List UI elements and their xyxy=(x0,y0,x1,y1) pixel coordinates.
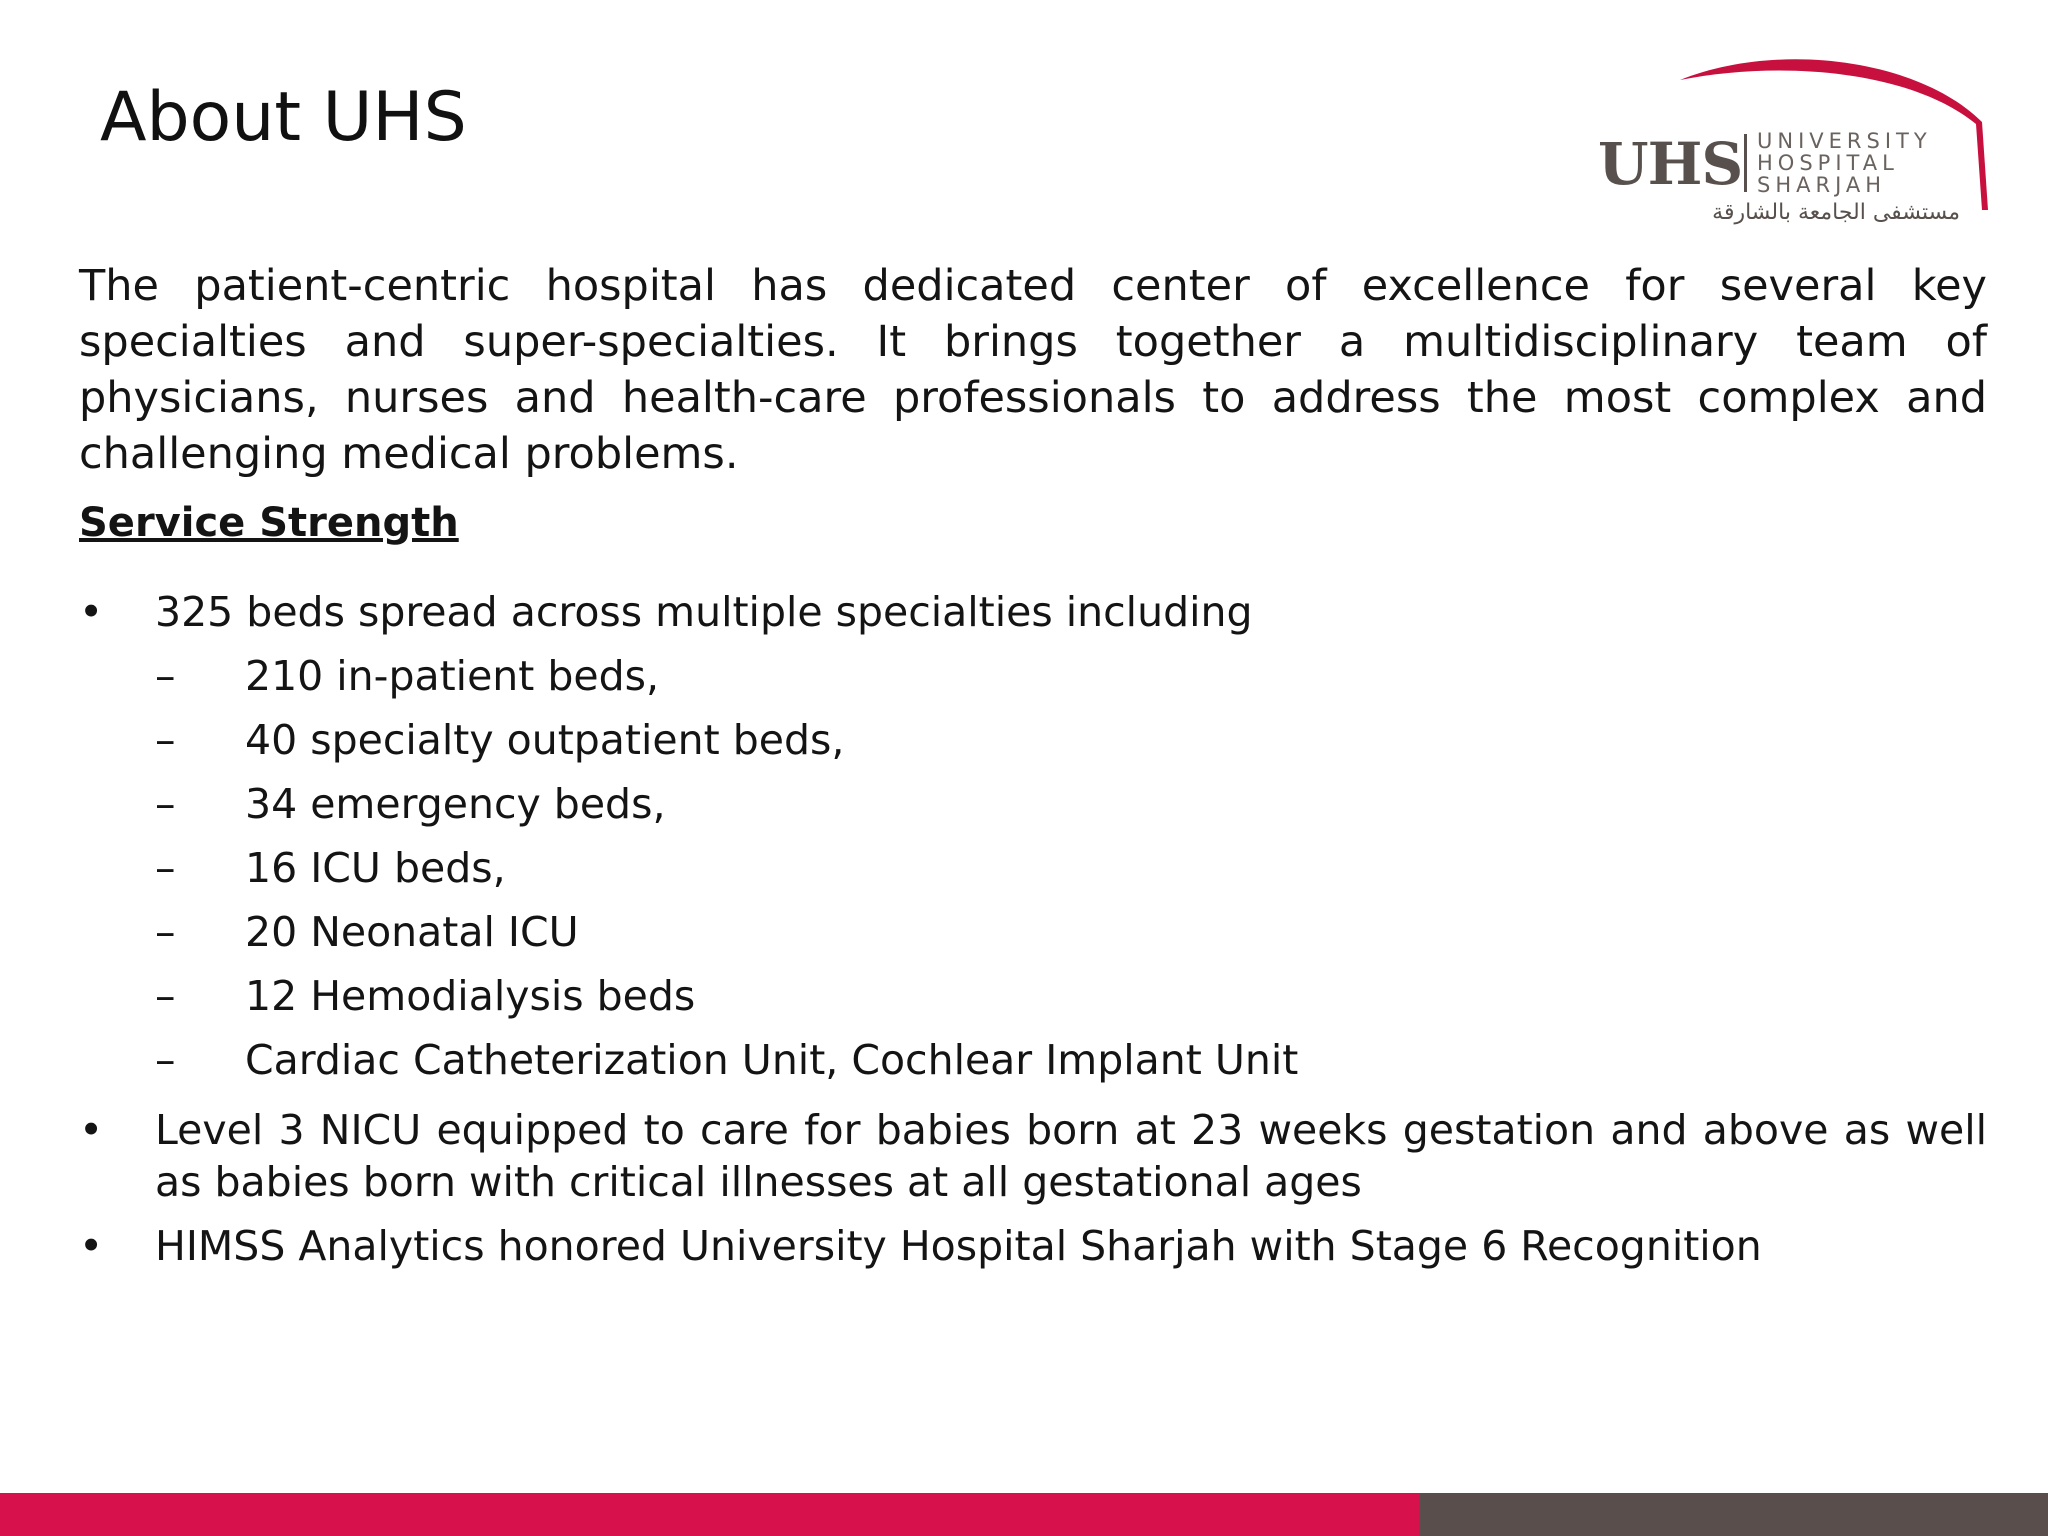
logo-line-sharjah: SHARJAH xyxy=(1757,173,1887,197)
sub-item xyxy=(155,650,1987,702)
bullet-text: HIMSS Analytics honored University Hospital Sharjah with Stage 6 Recognition xyxy=(155,1222,1762,1270)
section-heading: Service Strength xyxy=(79,500,459,546)
bullet-text: 325 beds spread across multiple specialties including xyxy=(155,588,1253,636)
sub-item-text: 40 specialty outpatient beds, xyxy=(245,716,845,764)
uhs-logo xyxy=(1590,50,2000,240)
slide-title: About UHS xyxy=(100,78,467,157)
sub-item xyxy=(155,1034,1987,1086)
bullet-glyph: • xyxy=(79,1106,104,1154)
logo-divider xyxy=(1744,134,1747,192)
intro-paragraph: The patient-centric hospital has dedicated center of excellence for several key specialties and super-specialties. It brings together a multidisciplinary team of physicians, nurses and health-care professionals to address the most complex and challenging medical problems. xyxy=(79,261,1987,479)
sub-list xyxy=(155,650,1987,1086)
dash-glyph: – xyxy=(155,972,176,1020)
sub-item-text: 210 in-patient beds, xyxy=(245,652,660,700)
bullet-item xyxy=(79,1220,1987,1272)
dash-glyph: – xyxy=(155,844,176,892)
sub-item xyxy=(155,778,1987,830)
sub-item xyxy=(155,906,1987,958)
sub-item-text: 34 emergency beds, xyxy=(245,780,666,828)
dash-glyph: – xyxy=(155,780,176,828)
bullet-glyph: • xyxy=(79,588,104,636)
logo-arabic-name: مستشفى الجامعة بالشارقة xyxy=(1712,200,1960,225)
dash-glyph: – xyxy=(155,716,176,764)
service-bullet-list xyxy=(79,586,1987,1272)
dash-glyph: – xyxy=(155,1036,176,1084)
logo-abbr: UHS xyxy=(1598,130,1743,198)
bullet-text: Level 3 NICU equipped to care for babies born at 23 weeks gestation and above as well as babies born with critical illnesses at all gestational ages xyxy=(155,1106,1987,1206)
logo-line-university: UNIVERSITY xyxy=(1757,129,1932,153)
sub-item-text: Cardiac Catheterization Unit, Cochlear Implant Unit xyxy=(245,1036,1299,1084)
sub-item-text: 20 Neonatal ICU xyxy=(245,908,579,956)
dash-glyph: – xyxy=(155,652,176,700)
sub-item xyxy=(155,842,1987,894)
footer-bar-grey xyxy=(1420,1493,2048,1536)
footer-bar-red xyxy=(0,1493,1420,1536)
dash-glyph: – xyxy=(155,908,176,956)
logo-line-hospital: HOSPITAL xyxy=(1757,151,1899,175)
bullet-item xyxy=(79,586,1987,1086)
sub-item-text: 16 ICU beds, xyxy=(245,844,506,892)
logo-wordmark xyxy=(1757,130,1932,196)
sub-item xyxy=(155,970,1987,1022)
sub-item-text: 12 Hemodialysis beds xyxy=(245,972,696,1020)
bullet-item xyxy=(79,1104,1987,1208)
sub-item xyxy=(155,714,1987,766)
bullet-glyph: • xyxy=(79,1222,104,1270)
